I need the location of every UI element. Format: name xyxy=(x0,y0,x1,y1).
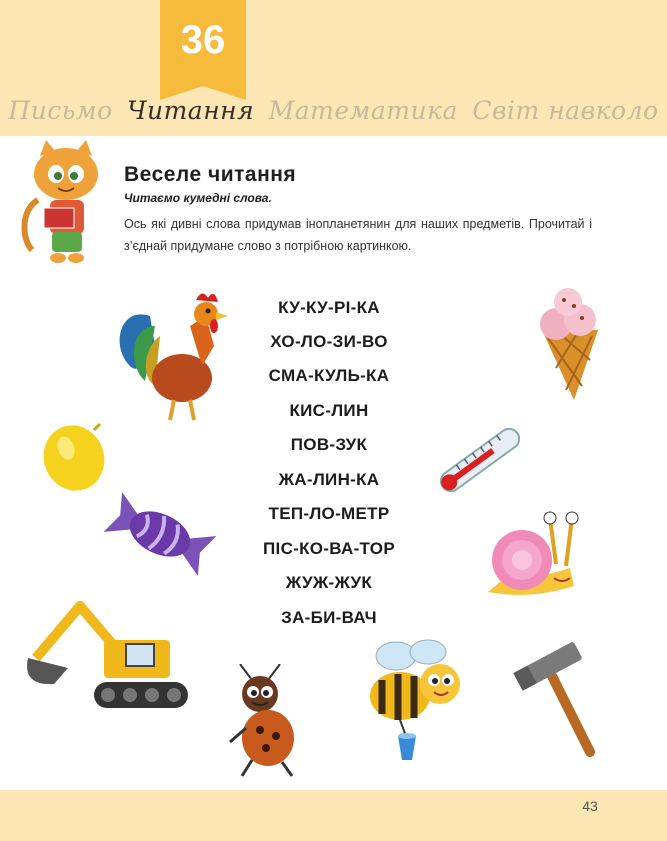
ice-cream-icon xyxy=(534,286,606,402)
subject-tabs xyxy=(0,96,667,125)
rooster-icon xyxy=(110,286,235,426)
word-9: ЖУЖ-ЖУК xyxy=(285,573,373,592)
candy-icon xyxy=(104,492,216,576)
lemon-icon xyxy=(38,418,110,496)
subject-writing: Письмо xyxy=(8,96,113,125)
word-1: КУ-КУ-РІ-КА xyxy=(278,298,380,317)
lesson-number: 36 xyxy=(180,18,226,62)
word-8: ПІС-КО-ВА-ТОР xyxy=(263,539,395,558)
exercise-title: Веселе читання xyxy=(124,163,297,186)
thermometer-icon xyxy=(428,420,532,500)
excavator-icon xyxy=(18,596,194,720)
beetle-icon xyxy=(222,664,310,780)
subject-reading: Читання xyxy=(127,96,255,125)
subject-world: Світ навколо xyxy=(472,96,659,125)
bee-icon xyxy=(356,632,474,764)
word-2: ХО-ЛО-ЗИ-ВО xyxy=(270,332,388,351)
snail-icon xyxy=(480,508,580,604)
hammer-icon xyxy=(506,636,600,758)
word-4: КИС-ЛИН xyxy=(289,401,369,420)
exercise-subtitle: Читаємо кумедні слова. xyxy=(124,191,272,205)
subject-math: Математика xyxy=(268,96,458,125)
word-3: СМА-КУЛЬ-КА xyxy=(268,366,390,385)
exercise-instruction: Ось які дивні слова придумав інопланетянин для наших предметів. Прочитай і з’єднай придумане слово з потрібною картинкою. xyxy=(124,217,592,253)
cat-mascot-icon xyxy=(18,140,108,268)
word-10: ЗА-БИ-ВАЧ xyxy=(281,608,377,627)
word-6: ЖА-ЛИН-КА xyxy=(278,470,380,489)
word-7: ТЕП-ЛО-МЕТР xyxy=(268,504,390,523)
page-number: 43 xyxy=(582,798,598,814)
page-footer xyxy=(0,790,667,841)
word-5: ПОВ-ЗУК xyxy=(290,435,368,454)
